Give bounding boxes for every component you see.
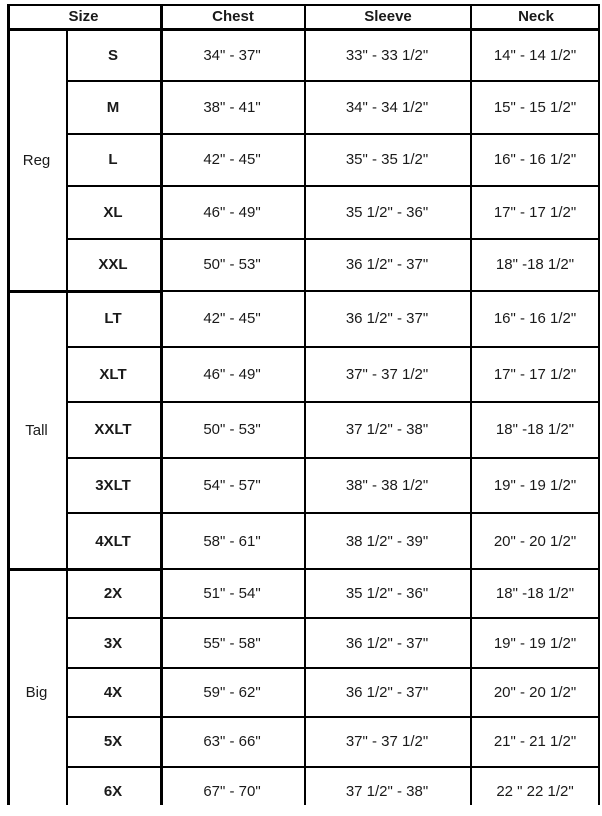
size-cell: L xyxy=(108,151,118,169)
group-label-reg: Reg xyxy=(22,151,51,169)
size-cell: XXL xyxy=(98,256,128,274)
row-divider xyxy=(66,667,600,669)
outer-left-border xyxy=(7,4,10,805)
neck-column-border xyxy=(470,4,472,805)
neck-cell: 18" -18 1/2" xyxy=(495,256,575,274)
sleeve-cell: 37" - 37 1/2" xyxy=(345,365,429,383)
group-divider xyxy=(7,290,161,293)
sleeve-cell: 38 1/2" - 39" xyxy=(345,532,429,550)
row-divider xyxy=(66,457,600,459)
sleeve-cell: 37 1/2" - 38" xyxy=(345,782,429,800)
chest-cell: 42" - 45" xyxy=(203,310,261,328)
neck-cell: 18" -18 1/2" xyxy=(495,421,575,439)
sleeve-cell: 33" - 33 1/2" xyxy=(345,46,429,64)
size-cell: M xyxy=(106,99,120,117)
size-cell: 4X xyxy=(103,683,123,701)
neck-cell: 20" - 20 1/2" xyxy=(493,532,577,550)
size-cell: XL xyxy=(103,203,123,221)
chest-cell: 55" - 58" xyxy=(203,634,261,652)
group-label-big: Big xyxy=(25,684,48,701)
row-divider xyxy=(160,568,600,570)
chest-cell: 51" - 54" xyxy=(203,585,261,603)
size-cell: 6X xyxy=(103,782,123,800)
chest-cell: 59" - 62" xyxy=(203,683,261,701)
neck-cell: 22 " 22 1/2" xyxy=(496,782,574,800)
row-divider xyxy=(66,512,600,514)
size-cell: 4XLT xyxy=(95,532,131,550)
neck-cell: 18" -18 1/2" xyxy=(495,585,575,603)
sleeve-cell: 36 1/2" - 37" xyxy=(345,256,429,274)
outer-right-border xyxy=(598,4,600,805)
size-cell: 2X xyxy=(103,585,123,603)
chest-cell: 46" - 49" xyxy=(203,365,261,383)
size-cell: XXLT xyxy=(94,421,132,439)
header-sleeve: Sleeve xyxy=(364,8,412,25)
sleeve-cell: 36 1/2" - 37" xyxy=(345,683,429,701)
size-column-border xyxy=(66,29,68,805)
row-divider xyxy=(66,401,600,403)
chest-cell: 42" - 45" xyxy=(203,151,261,169)
neck-cell: 14" - 14 1/2" xyxy=(493,46,577,64)
header-neck: Neck xyxy=(518,8,554,25)
chest-cell: 50" - 53" xyxy=(203,256,261,274)
sleeve-cell: 38" - 38 1/2" xyxy=(345,477,429,495)
row-divider xyxy=(66,133,600,135)
size-cell: 5X xyxy=(103,733,123,751)
chest-cell: 46" - 49" xyxy=(203,203,261,221)
row-divider xyxy=(66,185,600,187)
size-cell: 3X xyxy=(103,634,123,652)
row-divider xyxy=(160,290,600,292)
sleeve-cell: 37" - 37 1/2" xyxy=(345,733,429,751)
row-divider xyxy=(66,80,600,82)
neck-cell: 19" - 19 1/2" xyxy=(493,634,577,652)
header-chest: Chest xyxy=(212,8,254,25)
row-divider xyxy=(66,716,600,718)
row-divider xyxy=(66,617,600,619)
group-divider xyxy=(7,568,161,571)
neck-cell: 15" - 15 1/2" xyxy=(493,99,577,117)
sleeve-cell: 34" - 34 1/2" xyxy=(345,99,429,117)
group-label-tall: Tall xyxy=(25,421,48,439)
chest-cell: 34" - 37" xyxy=(203,46,261,64)
chest-cell: 54" - 57" xyxy=(203,477,261,495)
chest-column-border xyxy=(160,4,163,805)
row-divider xyxy=(66,238,600,240)
chest-cell: 50" - 53" xyxy=(203,421,261,439)
neck-cell: 19" - 19 1/2" xyxy=(493,477,577,495)
header-size: Size xyxy=(68,8,99,25)
row-divider xyxy=(66,346,600,348)
neck-cell: 17" - 17 1/2" xyxy=(493,203,577,221)
neck-cell: 16" - 16 1/2" xyxy=(493,310,577,328)
row-divider xyxy=(66,766,600,768)
sleeve-cell: 35 1/2" - 36" xyxy=(345,585,429,603)
sleeve-cell: 36 1/2" - 37" xyxy=(345,310,429,328)
neck-cell: 17" - 17 1/2" xyxy=(493,365,577,383)
size-cell: 3XLT xyxy=(95,477,131,495)
neck-cell: 20" - 20 1/2" xyxy=(493,683,577,701)
sleeve-cell: 35" - 35 1/2" xyxy=(345,151,429,169)
sleeve-cell: 37 1/2" - 38" xyxy=(345,421,429,439)
neck-cell: 16" - 16 1/2" xyxy=(493,151,577,169)
chest-cell: 67" - 70" xyxy=(203,782,261,800)
sleeve-cell: 36 1/2" - 37" xyxy=(345,634,429,652)
sleeve-cell: 35 1/2" - 36" xyxy=(345,203,429,221)
sleeve-column-border xyxy=(304,4,306,805)
neck-cell: 21" - 21 1/2" xyxy=(493,733,577,751)
chest-cell: 63" - 66" xyxy=(203,733,261,751)
chest-cell: 38" - 41" xyxy=(203,99,261,117)
size-cell: S xyxy=(107,46,118,64)
chest-cell: 58" - 61" xyxy=(203,532,261,550)
size-cell: XLT xyxy=(99,365,127,383)
size-cell: LT xyxy=(104,310,122,328)
